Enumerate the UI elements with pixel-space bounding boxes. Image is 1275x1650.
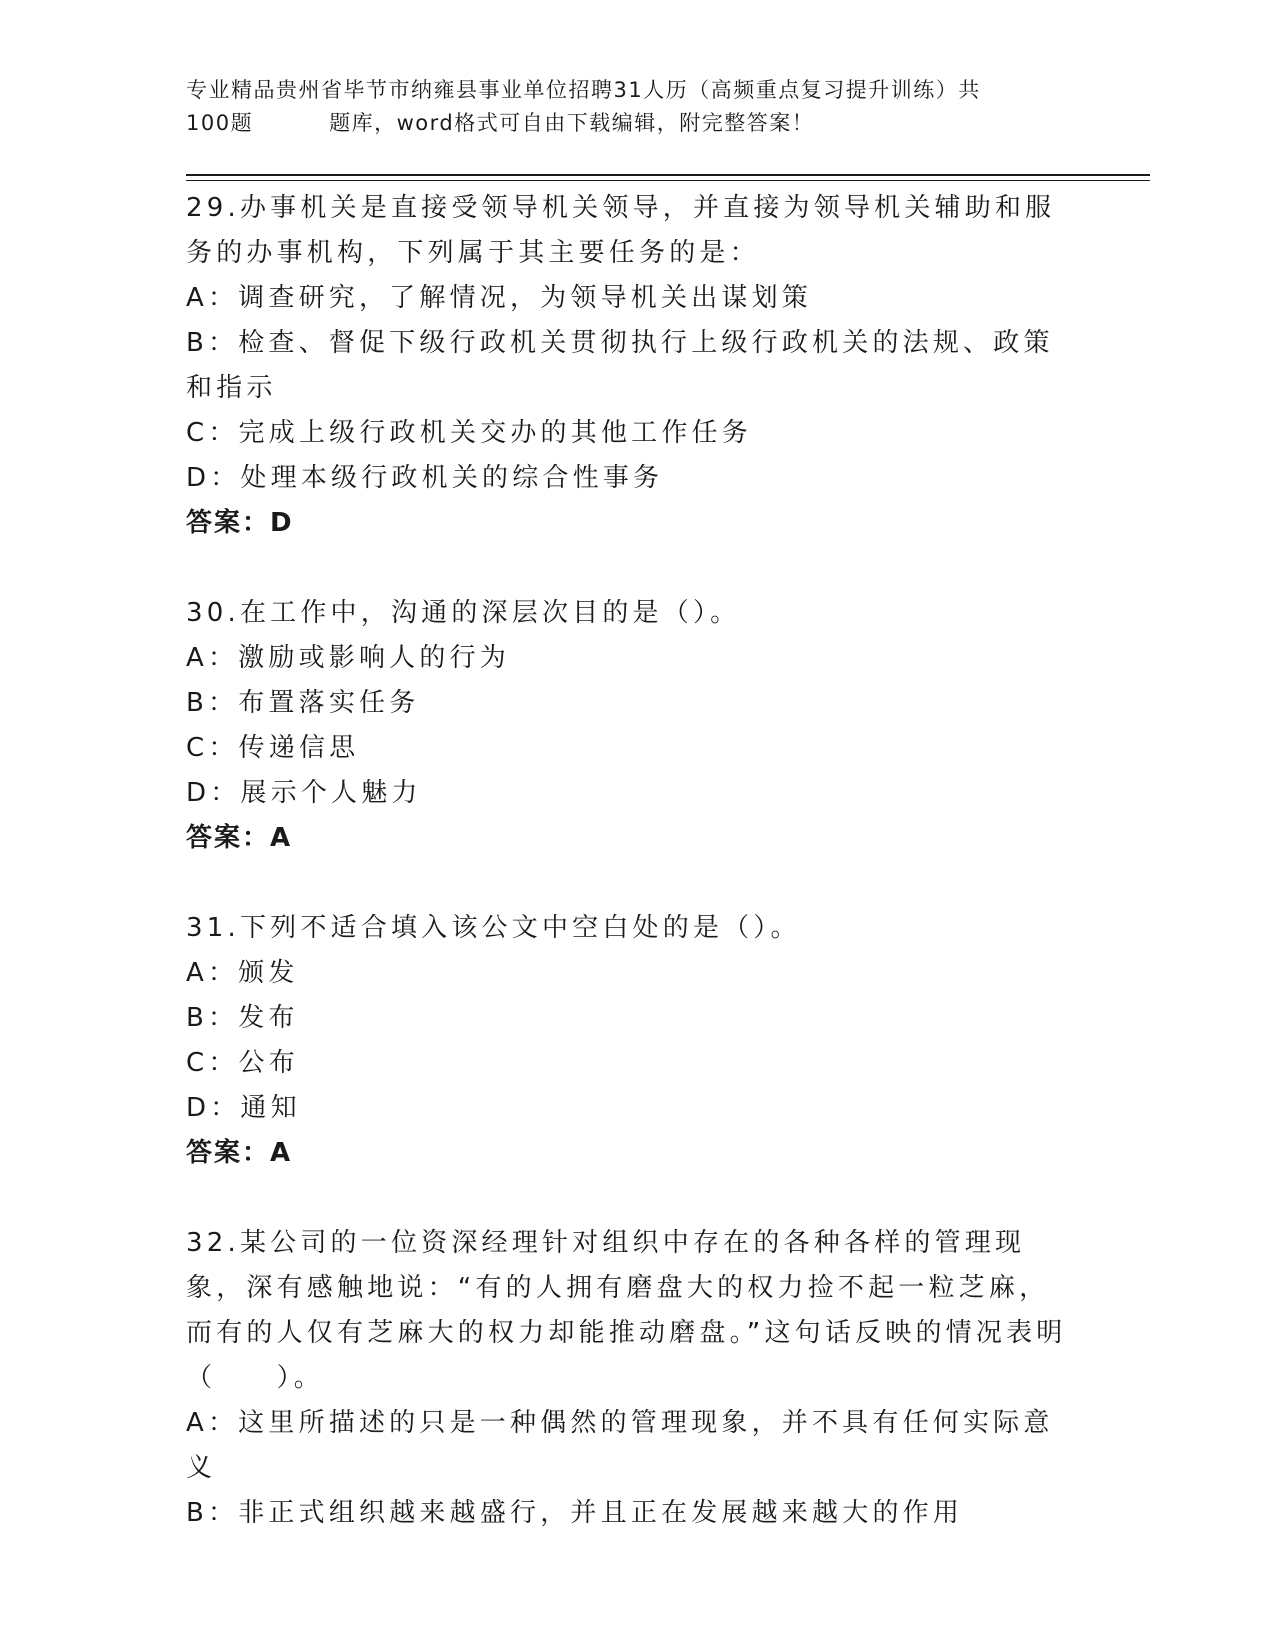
question-stem: 29.办事机关是直接受领导机关领导，并直接为领导机关辅助和服务的办事机构，下列属于其主要任务的是： bbox=[186, 193, 1056, 268]
header-description: 题库，word格式可自由下载编辑，附完整答案！ bbox=[329, 111, 815, 135]
question-list bbox=[186, 186, 1076, 1536]
header-divider-thin bbox=[186, 180, 1150, 181]
option-a: A：颁发 bbox=[186, 958, 299, 988]
question-stem: 31.下列不适合填入该公文中空白处的是（）。 bbox=[186, 913, 801, 943]
answer: 答案：A bbox=[186, 823, 293, 853]
option-b: B：发布 bbox=[186, 1003, 299, 1033]
question-30 bbox=[186, 591, 1076, 861]
option-b: B：非正式组织越来越盛行，并且正在发展越来越大的作用 bbox=[186, 1498, 964, 1528]
option-d: D：展示个人魅力 bbox=[186, 778, 422, 808]
question-31 bbox=[186, 906, 1076, 1176]
question-29 bbox=[186, 186, 1076, 546]
header-line-2 bbox=[186, 107, 1086, 140]
question-32 bbox=[186, 1221, 1076, 1536]
option-d: D：处理本级行政机关的综合性事务 bbox=[186, 463, 664, 493]
option-c: C：完成上级行政机关交办的其他工作任务 bbox=[186, 418, 752, 448]
option-a: A：激励或影响人的行为 bbox=[186, 643, 510, 673]
option-a: A：这里所描述的只是一种偶然的管理现象，并不具有任何实际意义 bbox=[186, 1408, 1054, 1483]
option-c: C：传递信思 bbox=[186, 733, 360, 763]
option-b: B：布置落实任务 bbox=[186, 688, 420, 718]
header-line-1: 专业精品贵州省毕节市纳雍县事业单位招聘31人历（高频重点复习提升训练）共 bbox=[186, 78, 981, 102]
option-a: A：调查研究，了解情况，为领导机关出谋划策 bbox=[186, 283, 812, 313]
option-c: C：公布 bbox=[186, 1048, 299, 1078]
question-stem: 32.某公司的一位资深经理针对组织中存在的各种各样的管理现象，深有感触地说：“有的人拥有磨盘大的权力捡不起一粒芝麻，而有的人仅有芝麻大的权力却能推动磨盘。”这句话反映的情况表明（ ）。 bbox=[186, 1228, 1067, 1393]
answer: 答案：D bbox=[186, 508, 294, 538]
answer: 答案：A bbox=[186, 1138, 293, 1168]
question-stem: 30.在工作中，沟通的深层次目的是（）。 bbox=[186, 598, 741, 628]
option-b: B：检查、督促下级行政机关贯彻执行上级行政机关的法规、政策和指示 bbox=[186, 328, 1054, 403]
page-header bbox=[186, 74, 1086, 140]
header-gap bbox=[253, 107, 329, 140]
header-divider-thick bbox=[186, 174, 1150, 176]
header-count: 100题 bbox=[186, 111, 254, 135]
option-d: D：通知 bbox=[186, 1093, 301, 1123]
